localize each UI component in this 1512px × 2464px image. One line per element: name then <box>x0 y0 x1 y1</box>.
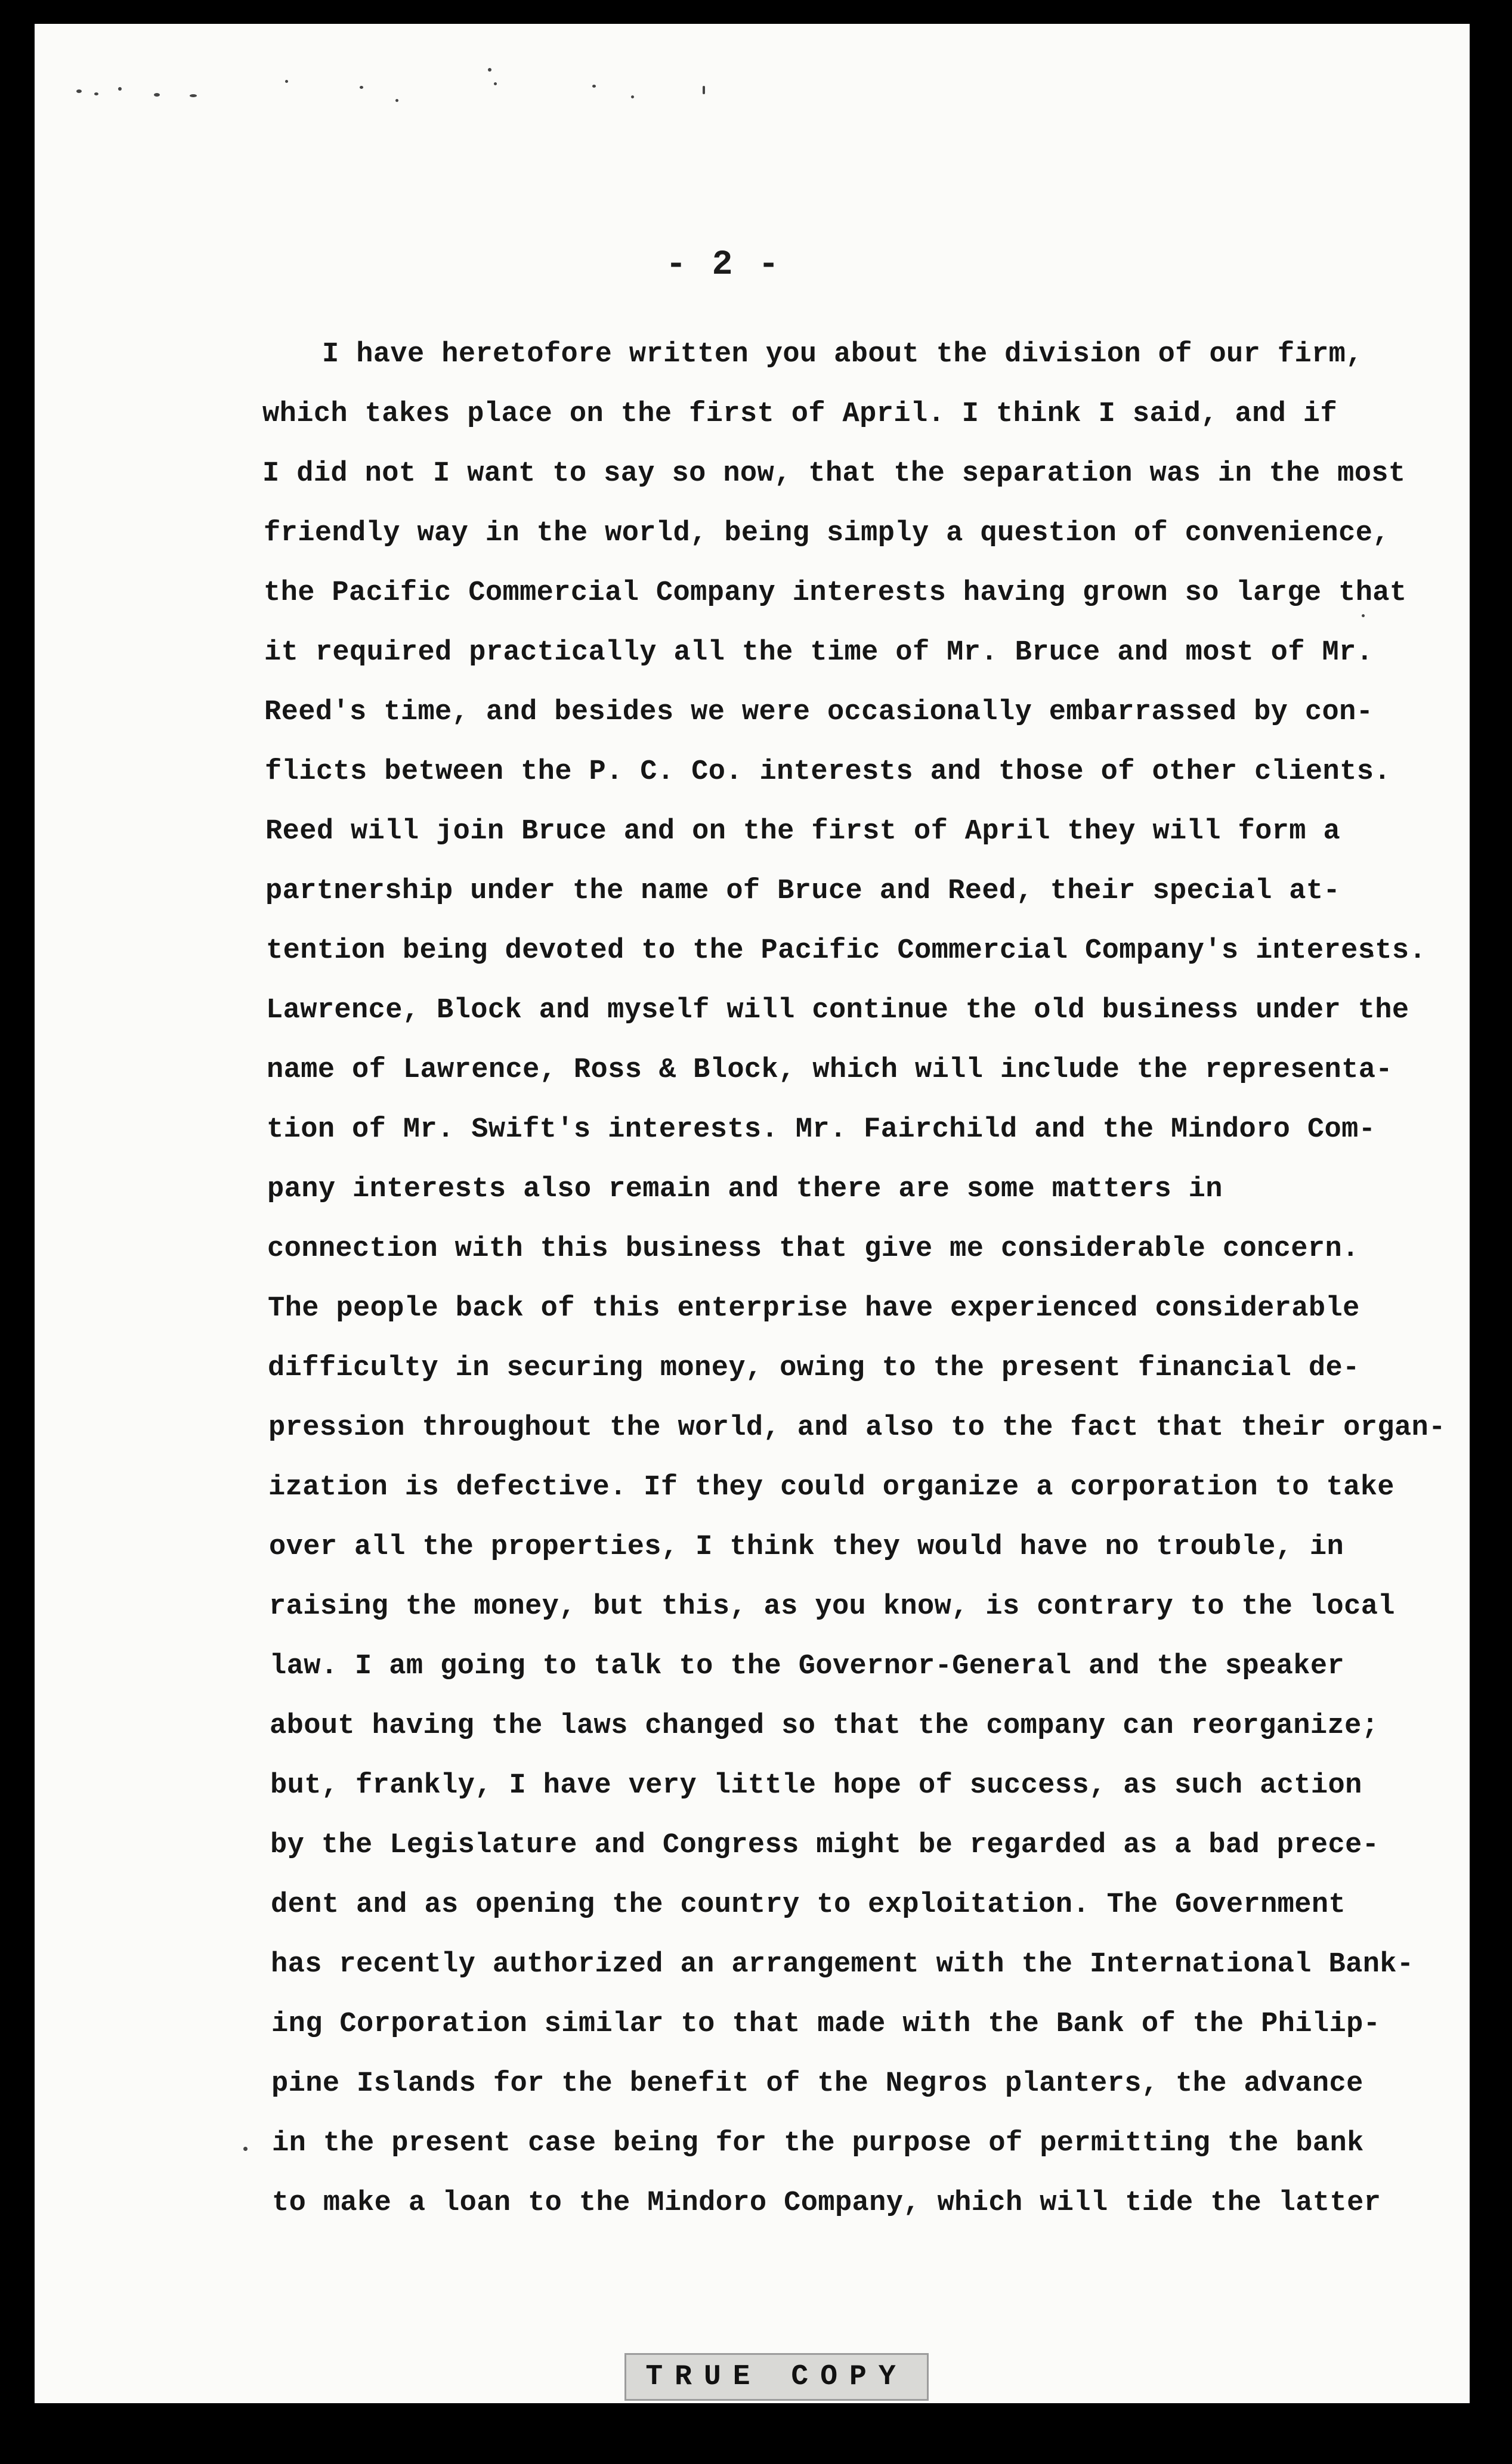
text-line: pany interests also remain and there are some matters in <box>267 1174 1223 1205</box>
text-line: raising the money, but this, as you know, is contrary to the local <box>269 1591 1395 1623</box>
text-line: name of Lawrence, Ross & Block, which will include the representa- <box>267 1054 1393 1086</box>
text-line: by the Legislature and Congress might be regarded as a bad prece- <box>270 1830 1380 1861</box>
text-line: The people back of this enterprise have experienced considerable <box>268 1293 1360 1324</box>
text-line: Reed's time, and besides we were occasionally embarrassed by con- <box>264 697 1374 728</box>
text-line: friendly way in the world, being simply a question of convenience, <box>264 518 1390 549</box>
text-line: difficulty in securing money, owing to the present financial de- <box>268 1352 1360 1384</box>
page-number: - 2 - <box>666 246 782 284</box>
document-page <box>35 24 1470 2403</box>
text-line: the Pacific Commercial Company interests having grown so large that <box>264 577 1407 609</box>
text-line: Lawrence, Block and myself will continue the old business under the <box>266 995 1409 1026</box>
text-line: which takes place on the first of April. I think I said, and if <box>262 398 1338 430</box>
text-line: over all the properties, I think they would have no trouble, in <box>269 1531 1344 1563</box>
text-line: I have heretofore written you about the division of our firm, <box>322 339 1363 370</box>
stamp-label: TRUE COPY <box>645 2361 908 2393</box>
true-copy-stamp <box>624 2353 929 2401</box>
text-line: ing Corporation similar to that made with the Bank of the Philip- <box>271 2008 1381 2040</box>
text-line: to make a loan to the Mindoro Company, which will tide the latter <box>272 2187 1381 2219</box>
text-line: it required practically all the time of Mr. Bruce and most of Mr. <box>264 637 1374 668</box>
text-line: about having the laws changed so that the company can reorganize; <box>270 1710 1379 1742</box>
text-line: partnership under the name of Bruce and Reed, their special at- <box>265 875 1341 907</box>
text-line: tention being devoted to the Pacific Commercial Company's interests. <box>266 935 1427 967</box>
text-line: Reed will join Bruce and on the first of April they will form a <box>265 816 1341 847</box>
text-line: connection with this business that give me considerable concern. <box>267 1233 1359 1265</box>
text-line: pression throughout the world, and also to the fact that their organ- <box>268 1412 1446 1444</box>
text-line: I did not I want to say so now, that the separation was in the most <box>262 458 1406 490</box>
text-line: flicts between the P. C. Co. interests and those of other clients. <box>265 756 1391 788</box>
letter-body <box>35 24 1470 2403</box>
text-line: ization is defective. If they could organize a corporation to take <box>268 1472 1394 1503</box>
text-line: law. I am going to talk to the Governor-General and the speaker <box>270 1651 1345 1682</box>
text-line: but, frankly, I have very little hope of success, as such action <box>270 1770 1362 1801</box>
text-line: in the present case being for the purpose of permitting the bank <box>272 2128 1364 2159</box>
text-line: dent and as opening the country to exploitation. The Government <box>271 1889 1346 1921</box>
text-line: pine Islands for the benefit of the Negros planters, the advance <box>271 2068 1363 2100</box>
text-line: tion of Mr. Swift's interests. Mr. Fairchild and the Mindoro Com- <box>267 1114 1376 1146</box>
text-line: has recently authorized an arrangement with the International Bank- <box>271 1949 1414 1980</box>
